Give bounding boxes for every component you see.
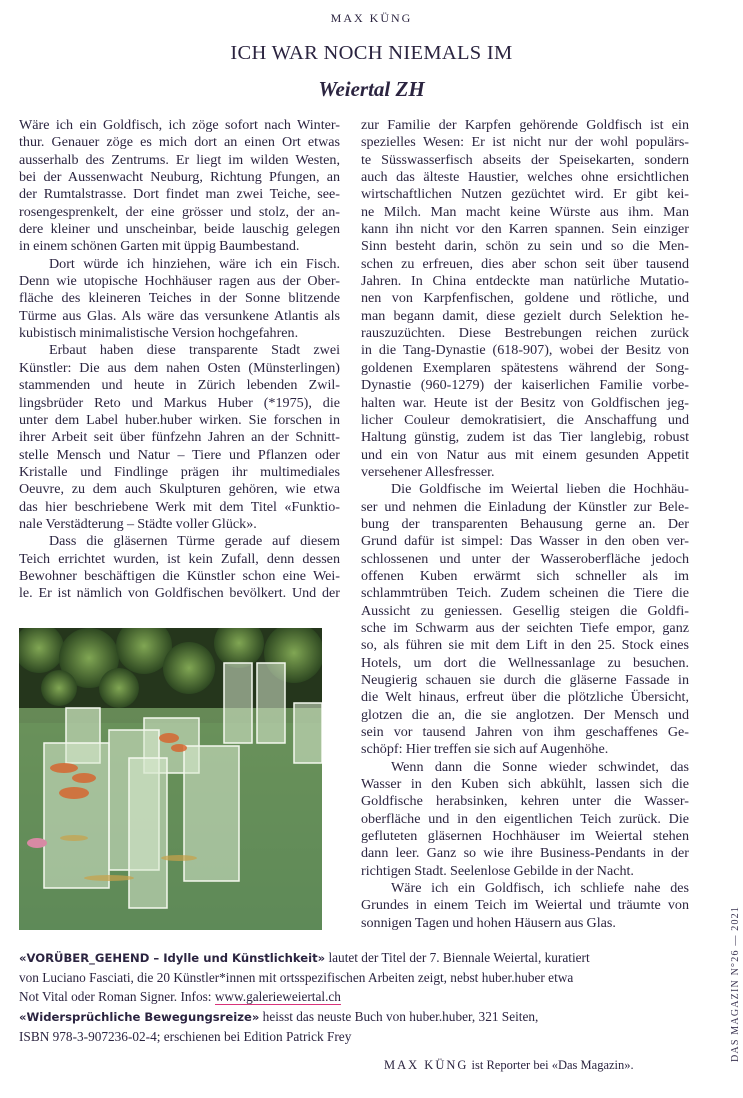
note-line-2: von Luciano Fasciati, die 20 Künstler*innen mit ortsspezifischen Arbeiten zeigt, nebst huber.huber etwa (19, 970, 574, 986)
text-line: man begann damit, diese gezielt durch Selektion he- (361, 307, 689, 324)
text-line: schen zu erfreuen, dies aber schon seit über tausend (361, 255, 689, 272)
text-line: dere kleiner und unscheinbar, beide lauschig gelegen (19, 221, 340, 238)
text-line: wirtschaftlichen Nutzen gezüchtet wird. Er gibt kei- (361, 186, 689, 203)
text-line: Kristalle und Findlinge prägen ihr multimediales (19, 463, 340, 480)
note-text: lautet der Titel der 7. Biennale Weiertal, kuratiert (325, 950, 590, 965)
text-line: Erbaut haben diese transparente Stadt zwei (49, 342, 340, 359)
text-line: Aussicht zu geniessen. Gesellig steigen die Goldfi- (361, 602, 689, 619)
paragraph (19, 533, 340, 602)
text-line: Wenn dann die Sonne wieder schwindet, das (391, 758, 689, 775)
text-line: Wasser in den Kuben sich abkühlt, lassen sich die (361, 776, 689, 793)
text-line: richtigen Stadt. Seelenlose Gebilde in der Nacht. (361, 862, 634, 879)
gallery-website-link[interactable]: www.galerieweiertal.ch (214, 989, 341, 1005)
credit-text: ist Reporter bei «Das Magazin». (468, 1058, 634, 1072)
text-line: Die Goldfische im Weiertal lieben die Hochhäu- (391, 481, 689, 498)
text-line: nen von Karpfenfischen, goldene und rötliche, und (361, 290, 689, 307)
text-line: ihrer Arbeit seit über fünfzehn Jahren an der Schnitt- (19, 429, 340, 446)
note-line-3 (19, 987, 709, 1006)
text-line: thur. Genauer zöge es mich dort an einen Ort etwas (19, 134, 340, 151)
paragraph (361, 880, 689, 932)
text-line: Grundes in einem Teich im Weiertal und träumte von (361, 897, 689, 914)
note-text: heisst das neuste Buch von huber.huber, 321 Seiten, (259, 1008, 539, 1024)
text-line: Sinn besteht darin, schön zu sein und so die Men- (361, 238, 689, 255)
text-line: ne Milch. Man macht keine Würste aus ihm. Man (361, 203, 689, 220)
left-column (19, 117, 340, 603)
note-line-4 (19, 1007, 709, 1027)
text-line: versehener Allesfresser. (361, 463, 495, 480)
text-line: goldenen Exemplaren spätestens während der Song- (361, 359, 689, 376)
note-line-1 (19, 948, 709, 968)
paragraph (361, 481, 689, 759)
note-text: Not Vital oder Roman Signer. Infos: (19, 989, 215, 1005)
article-title: ICH WAR NOCH NIEMALS IM (230, 42, 513, 64)
right-column (361, 117, 689, 932)
paragraph (19, 256, 340, 343)
text-line: te Süsswasserfisch abseits der Speisekarten, sondern (361, 151, 689, 168)
text-line: kann ihn nicht vor den Karren spannen. Sein einziger (361, 221, 689, 238)
article-subtitle: Weiertal ZH (318, 77, 425, 101)
text-line: Dynastie (960-1279) der kaiserlichen Familie vorbe- (361, 377, 689, 394)
text-line: sche im Schwarm aus der seichten Tiefe empor, ganz (361, 619, 689, 636)
author-byline: MAX KÜNG (330, 11, 413, 25)
text-line: ausserhalb des Zentrums. Er liegt im wilden Westen, (19, 151, 340, 168)
text-line: der Rumtalstrasse. Dort findet man zwei Teiche, see- (19, 186, 340, 203)
text-line: so, als führen sie mit dem Lift in den 25. Stock eines (361, 637, 689, 654)
text-line: Dass die gläsernen Türme gerade auf diesem (49, 533, 340, 550)
text-line: gefluteten gläsernen Hochhäuser im Weiertal stehen (361, 828, 689, 845)
page-folio: DAS MAGAZIN N°26 — 2021 (730, 905, 741, 1062)
text-line: Oeuvre, zu dem auch Skulpturen gehören, wie etwa (19, 481, 340, 498)
text-line: schlossenen und unter der Wasseroberfläche jedoch (361, 550, 689, 567)
text-line: in die Tang-Dynastie (618-907), wobei der Besitz von (361, 342, 689, 359)
text-line: offenen Kuben erwärmt sich schneller als im (361, 567, 689, 584)
text-line: lingsbrüder Reto und Markus Huber (*1975), die (19, 394, 340, 411)
text-line: sein vor tausend Jahren von ihm geschaffenes Ge- (361, 724, 689, 741)
text-line: in einem schönen Garten mit üppig Baumbestand. (19, 238, 300, 255)
text-line: Künstler: Die aus dem nahen Osten (Münsterlingen) (19, 359, 340, 376)
text-line: kubistisch minimalistische Version hochgefahren. (19, 325, 299, 342)
text-line: ser und nehmen die Einladung der Künstler zur Bele- (361, 498, 689, 515)
text-line: und ein von Natur aus mit einem gesunden Appetit (361, 446, 689, 463)
text-line: Teich errichtet wurden, ist kein Zufall, denn dessen (19, 550, 340, 567)
text-line: glotzen die an, die sie anglotzen. Der Mensch und (361, 706, 689, 723)
text-line: bung der transparenten Behausung gerne an. Der (361, 515, 689, 532)
info-box (19, 948, 709, 1046)
text-line: Jahren. In China entdeckte man natürliche Mutatio- (361, 273, 689, 290)
text-line: Wäre ich ein Goldfisch, ich schliefe nahe des (391, 880, 689, 897)
text-line: Hotels, um dort die Wellnessanlage zu besuchen. (361, 654, 689, 671)
photo-glass-towers-pond (19, 628, 322, 930)
text-line: Dort würde ich hinziehen, wäre ich ein Fisch. (49, 255, 340, 272)
text-line: nale Verstädterung – Städte voller Glück». (19, 515, 257, 532)
text-line: bei der Aussenwacht Neuburg, Richtung Pfungen, an (19, 169, 340, 186)
text-line: unter dem Label huber.huber wirken. Sie forschen in (19, 411, 340, 428)
text-line: dann leer. Ganz so wie ihre Business-Pendants in der (361, 845, 689, 862)
text-line: sonnigen Tagen und hohen Häusern aus Glas. (361, 914, 616, 931)
text-line: Grund dafür ist simpel: Das Wasser in den oben ver- (361, 533, 689, 550)
text-line: Bewohner beschäftigen die Künstler schon eine Wei- (19, 567, 340, 584)
text-line: Türme aus Glas. Als wäre das versunkene Atlantis als (19, 307, 340, 324)
text-line: schöpf: Hier treffen sie sich auf Augenhöhe. (361, 741, 609, 758)
text-line: Neugierig schauen sie durch die gläserne Fassade in (361, 672, 689, 688)
text-line: die Welt hinaus, erfreut über die plötzliche Übersicht, (361, 689, 689, 706)
note-line-5: ISBN 978-3-907236-02-4; erschienen bei Edition Patrick Frey (19, 1028, 352, 1044)
text-line: schlammtrüben Teich. Zudem scheinen die Tiere die (361, 585, 689, 602)
author-credit (384, 1058, 634, 1073)
text-line: Denn wie utopische Hochhäuser ragen aus der Ober- (19, 273, 340, 290)
paragraph (19, 117, 340, 256)
text-line: stammenden und heute in Zürich lebenden Zwil- (19, 377, 340, 394)
text-line: rosengesprenkelt, der eine grösser und stolz, der an- (19, 203, 340, 220)
paragraph (361, 759, 689, 880)
exhibition-title: «VORÜBER_GEHEND – Idylle und Künstlichkeit» (19, 951, 326, 965)
text-line: Goldfische herabsinken, kehren unter die Wasser- (361, 793, 689, 810)
text-line: zur Familie der Karpfen gehörende Goldfisch ist ein (361, 117, 689, 133)
text-line: das hier beschriebene Werk mit dem Titel «Funktio- (19, 498, 340, 515)
text-line: auch das älteste Haustier, welches ohne ersichtlichen (361, 169, 689, 186)
paragraph (361, 117, 689, 481)
text-line: le. Er ist nämlich von Goldfischen bevölkert. Und der (19, 585, 340, 602)
text-line: Wäre ich ein Goldfisch, ich zöge sofort nach Winter- (19, 117, 340, 133)
credit-name: MAX KÜNG (384, 1058, 469, 1072)
text-line: licher Couleur demokratisiert, die Anschaffung und (361, 411, 689, 428)
text-line: fläche des kleineren Teiches in der Sonne blitzende (19, 290, 340, 307)
text-line: halten war. Heute ist der Besitz von Goldfischen jeg- (361, 394, 689, 411)
text-line: Haltung günstig, zudem ist das Tier langlebig, robust (361, 429, 689, 446)
text-line: spezielles Wesen: Er ist nicht nur der wohl populärs- (361, 134, 689, 151)
paragraph (19, 342, 340, 533)
book-title: «Widersprüchliche Bewegungsreize» (19, 1009, 260, 1024)
text-line: rauszuzüchten. Diese Bestrebungen reichen zurück (361, 325, 689, 342)
text-line: oberfläche und in den eigentlichen Teich zurück. Die (361, 810, 689, 827)
text-line: stelle Mensch und Natur – Tiere und Pflanzen oder (19, 446, 340, 463)
